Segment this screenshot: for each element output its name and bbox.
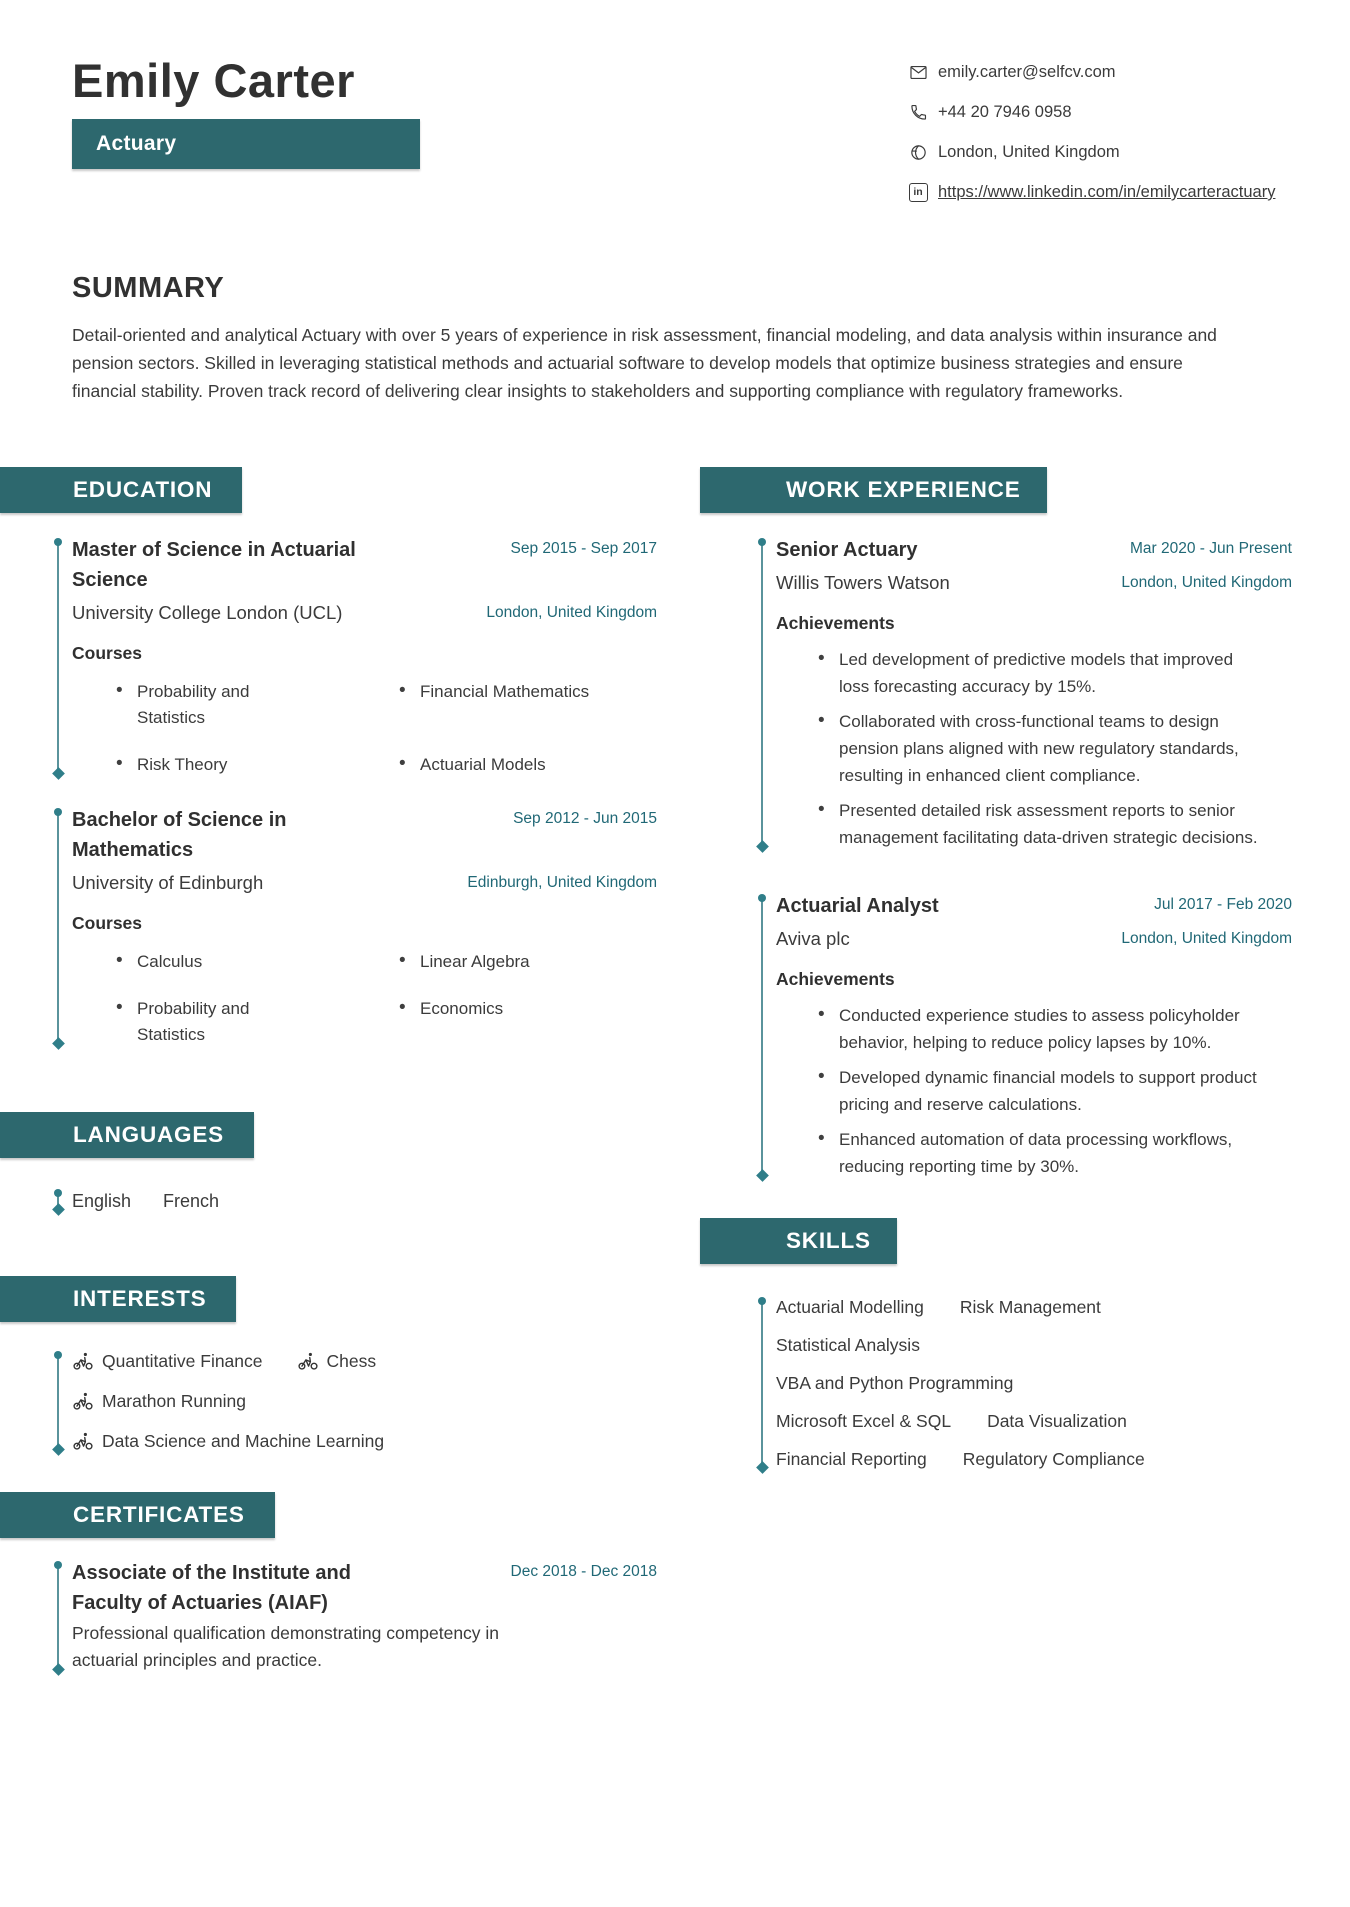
contact-location: London, United Kingdom [938, 143, 1120, 161]
person-name: Emily Carter [72, 54, 355, 107]
courses-label: Courses [72, 913, 143, 933]
interest-item [297, 1348, 377, 1374]
degree-title: Bachelor of Science in Mathematics [72, 809, 287, 861]
interest-label: Marathon Running [102, 1391, 246, 1411]
skill-item: Data Visualization [987, 1411, 1127, 1431]
institution-name: University College London (UCL) [72, 602, 343, 623]
education-entry [72, 805, 657, 1048]
course-item: • Financial Mathematics [397, 679, 605, 731]
linkedin-link[interactable]: https://www.linkedin.com/in/emilycarteractuary [938, 183, 1276, 201]
interests-list [72, 1348, 657, 1454]
course-item: • Linear Algebra [397, 949, 605, 975]
interest-label: Quantitative Finance [102, 1351, 263, 1371]
timeline-rail [761, 900, 763, 1173]
job-dates: Jul 2017 - Feb 2020 [1154, 896, 1292, 913]
achievement-item: • Developed dynamic financial models to support product pricing and reserve calculations. [816, 1064, 1263, 1118]
degree-dates: Sep 2015 - Sep 2017 [510, 540, 657, 557]
skills-section-banner [700, 1218, 897, 1264]
skill-item: Risk Management [959, 1297, 1101, 1317]
job-title-banner [72, 119, 420, 169]
contact-email-row [908, 60, 1292, 85]
institution-name: University of Edinburgh [72, 872, 264, 893]
skills-heading: SKILLS [786, 1228, 871, 1253]
institution-location: Edinburgh, United Kingdom [467, 874, 657, 891]
right-column [776, 467, 1292, 1484]
summary-heading: SUMMARY [72, 272, 225, 304]
degree-dates: Sep 2012 - Jun 2015 [513, 810, 657, 827]
skill-item: Regulatory Compliance [962, 1449, 1145, 1469]
course-item: • Probability and Statistics [114, 996, 322, 1048]
work-heading: WORK EXPERIENCE [786, 477, 1021, 502]
job-title-text: Actuarial Analyst [776, 895, 939, 917]
summary-section [72, 272, 1292, 405]
degree-title: Master of Science in Actuarial Science [72, 539, 356, 591]
contact-phone-row [908, 100, 1292, 125]
achievements-list [816, 1002, 1292, 1180]
course-item: • Economics [397, 996, 605, 1048]
contact-location-row [908, 140, 1292, 165]
achievements-list [816, 646, 1292, 851]
skill-item: Financial Reporting [776, 1449, 927, 1469]
certificate-title: Associate of the Institute and Faculty of Actuaries (AIAF) [72, 1562, 351, 1614]
course-item: • Risk Theory [114, 752, 322, 778]
achievement-item: • Presented detailed risk assessment reports to senior management facilitating data-driven strategic decisions. [816, 797, 1263, 851]
education-section-banner [0, 467, 242, 513]
education-entry [72, 535, 657, 778]
certificates-heading: CERTIFICATES [73, 1502, 245, 1527]
courses-label: Courses [72, 643, 143, 663]
summary-text: Detail-oriented and analytical Actuary with over 5 years of experience in risk assessment, financial modeling, and data analysis within insurance and pension sectors. Skilled in leveraging statistical methods and actuarial software to develop models that optimize business strategies and ensure financial stability. Proven track record of delivering clear insights to stakeholders and supporting compliance with regulatory frameworks. [72, 325, 1217, 401]
linkedin-icon [908, 182, 928, 202]
timeline-rail [57, 1195, 59, 1207]
cyclist-icon [72, 1430, 94, 1452]
contact-location-phone: +44 20 7946 0958 [938, 103, 1072, 121]
skill-item: Microsoft Excel & SQL [776, 1411, 952, 1431]
timeline-rail [57, 814, 59, 1041]
interest-item [72, 1428, 384, 1454]
timeline-rail [761, 544, 763, 844]
cyclist-icon [72, 1390, 94, 1412]
course-item: • Actuarial Models [397, 752, 605, 778]
phone-icon [908, 102, 928, 122]
cyclist-icon [297, 1350, 319, 1372]
cyclist-icon [72, 1350, 94, 1372]
interests-heading: INTERESTS [73, 1286, 207, 1311]
achievements-label: Achievements [776, 613, 895, 633]
job-location: London, United Kingdom [1121, 574, 1292, 591]
certificate-entry [72, 1558, 657, 1674]
certificate-description: Professional qualification demonstrating competency in actuarial principles and practice. [72, 1623, 500, 1670]
achievement-item: • Conducted experience studies to assess policyholder behavior, helping to reduce policy lapses by 10%. [816, 1002, 1263, 1056]
globe-icon [908, 142, 928, 162]
achievement-item: • Enhanced automation of data processing workflows, reducing reporting time by 30%. [816, 1126, 1263, 1180]
timeline-rail [57, 1567, 59, 1667]
interest-label: Data Science and Machine Learning [102, 1431, 385, 1451]
left-column [72, 467, 657, 1674]
identity-block [72, 56, 420, 169]
skill-item: Statistical Analysis [776, 1335, 920, 1355]
education-heading: EDUCATION [73, 477, 213, 502]
skill-item: VBA and Python Programming [776, 1373, 1014, 1393]
interest-label: Chess [326, 1351, 377, 1371]
languages-section-banner [0, 1112, 254, 1158]
timeline-rail [57, 1357, 59, 1447]
interest-item [72, 1388, 246, 1414]
courses-list [114, 679, 657, 778]
institution-location: London, United Kingdom [486, 604, 657, 621]
achievement-item: • Led development of predictive models that improved loss forecasting accuracy by 15%. [816, 646, 1263, 700]
skill-item: Actuarial Modelling [776, 1297, 924, 1317]
work-section-banner [700, 467, 1047, 513]
certificates-section-banner [0, 1492, 275, 1538]
course-item: • Calculus [114, 949, 322, 975]
contact-block [908, 60, 1292, 220]
certificate-dates: Dec 2018 - Dec 2018 [510, 1563, 657, 1580]
job-title: Actuary [96, 132, 177, 156]
timeline-rail [761, 1303, 763, 1465]
header [72, 56, 1292, 220]
work-entry [776, 891, 1292, 1180]
courses-list [114, 949, 657, 1048]
contact-linkedin-row [908, 180, 1292, 205]
job-dates: Mar 2020 - Jun Present [1130, 540, 1292, 557]
timeline-rail [57, 544, 59, 771]
achievement-item: • Collaborated with cross-functional teams to design pension plans aligned with new regulatory standards, resulting in enhanced client compliance. [816, 708, 1263, 789]
job-title-text: Senior Actuary [776, 539, 918, 561]
work-entry [776, 535, 1292, 851]
achievements-label: Achievements [776, 969, 895, 989]
two-column-body [72, 467, 1292, 1674]
languages-list [72, 1186, 657, 1214]
company-name: Willis Towers Watson [776, 572, 950, 593]
course-item: • Probability and Statistics [114, 679, 322, 731]
skills-list [776, 1294, 1292, 1472]
interest-item [72, 1348, 263, 1374]
language-item: French [163, 1191, 220, 1211]
job-location: London, United Kingdom [1121, 930, 1292, 947]
contact-email: emily.carter@selfcv.com [938, 63, 1116, 81]
company-name: Aviva plc [776, 928, 850, 949]
language-item: English [72, 1191, 132, 1211]
languages-heading: LANGUAGES [73, 1122, 224, 1147]
interests-section-banner [0, 1276, 236, 1322]
email-icon [908, 62, 928, 82]
